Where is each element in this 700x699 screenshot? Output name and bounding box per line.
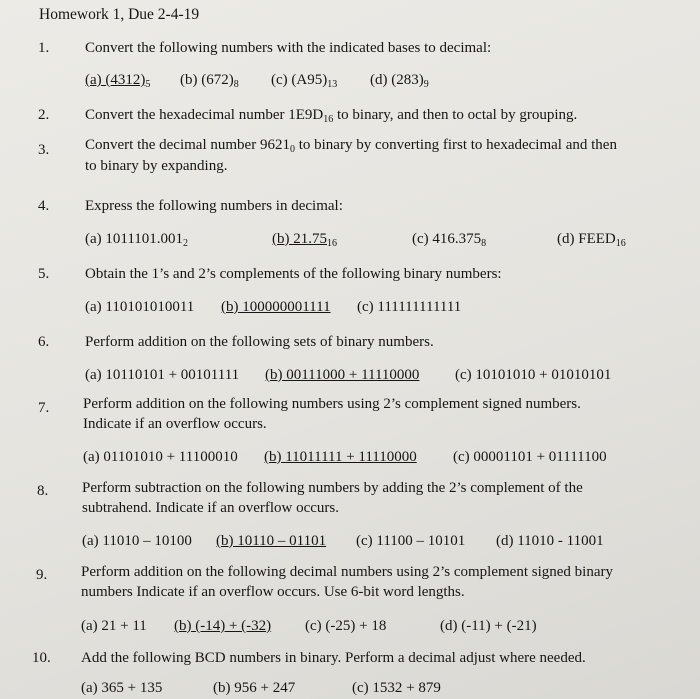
problem-9-text-2: numbers Indicate if an overflow occurs. Use 6-bit word lengths. xyxy=(81,584,465,600)
problem-4a-label: (a) 1011101.001 xyxy=(85,231,184,247)
problem-1-text: Convert the following numbers with the indicated bases to decimal: xyxy=(85,40,492,56)
problem-4c-base: 8 xyxy=(481,238,487,249)
problem-6a: (a) 10110101 + 00101111 xyxy=(85,367,240,383)
problem-2-base: 16 xyxy=(323,114,334,125)
problem-5a: (a) 110101010011 xyxy=(85,299,195,315)
problem-3-text-a: Convert the decimal number 9621 xyxy=(85,137,290,153)
problem-8c: (c) 11100 – 10101 xyxy=(356,533,466,549)
problem-10-text: Add the following BCD numbers in binary. Perform a decimal adjust where needed. xyxy=(81,650,586,666)
problem-8a: (a) 11010 – 10100 xyxy=(82,533,192,549)
problem-7-text-2: Indicate if an overflow occurs. xyxy=(83,416,267,432)
problem-3-number: 3. xyxy=(38,142,50,158)
problem-8d: (d) 11010 - 11001 xyxy=(496,533,604,549)
problem-5b: (b) 100000001111 xyxy=(221,299,331,315)
problem-9-number: 9. xyxy=(36,567,48,583)
problem-1a xyxy=(85,71,150,94)
problem-1d-base: 9 xyxy=(423,79,429,90)
problem-4c xyxy=(412,230,486,253)
problem-4a xyxy=(85,230,188,253)
problem-4d xyxy=(557,230,626,253)
problem-10b: (b) 956 + 247 xyxy=(213,680,296,696)
problem-8-text-2: subtrahend. Indicate if an overflow occurs. xyxy=(82,500,339,516)
problem-1b-label: (b) (672) xyxy=(180,72,234,88)
problem-4d-base: 16 xyxy=(615,238,626,249)
problem-1d xyxy=(370,71,429,94)
problem-3-text-1 xyxy=(85,136,617,159)
problem-9a: (a) 21 + 11 xyxy=(81,618,147,634)
problem-6b-label: (b) 00111000 + 11110000 xyxy=(265,367,420,383)
problem-1a-label: (a) (4312) xyxy=(85,72,146,88)
problem-2-text xyxy=(85,106,577,129)
problem-9b xyxy=(174,617,271,635)
problem-2-text-b: to binary, and then to octal by grouping. xyxy=(333,107,578,123)
page-title: Homework 1, Due 2-4-19 xyxy=(39,6,200,23)
problem-10c: (c) 1532 + 879 xyxy=(352,680,441,696)
problem-6c: (c) 10101010 + 01010101 xyxy=(455,367,612,383)
problem-2-number: 2. xyxy=(38,107,50,123)
problem-1b-base: 8 xyxy=(233,79,239,90)
problem-9-text-1: Perform addition on the following decimal numbers using 2’s complement signed binary xyxy=(81,564,613,580)
problem-1b xyxy=(180,71,239,94)
problem-7-number: 7. xyxy=(38,400,50,416)
problem-3-base: 0 xyxy=(289,144,295,155)
problem-6-text: Perform addition on the following sets of binary numbers. xyxy=(85,334,434,350)
problem-4c-label: (c) 416.375 xyxy=(412,231,482,247)
problem-1c-base: 13 xyxy=(327,79,338,90)
problem-2-text-a: Convert the hexadecimal number 1E9D xyxy=(85,107,324,123)
problem-7b-label: (b) 11011111 + 11110000 xyxy=(264,449,417,465)
problem-10a: (a) 365 + 135 xyxy=(81,680,163,696)
problem-1-number: 1. xyxy=(38,40,50,56)
problem-9d: (d) (-11) + (-21) xyxy=(440,618,537,634)
problem-6b xyxy=(265,366,419,384)
problem-4b xyxy=(272,230,337,253)
problem-7c: (c) 00001101 + 01111100 xyxy=(453,449,607,465)
problem-10-number: 10. xyxy=(32,650,51,666)
problem-9c: (c) (-25) + 18 xyxy=(305,618,387,634)
problem-7-text-1: Perform addition on the following numbers using 2’s complement signed numbers. xyxy=(83,396,581,412)
problem-4a-base: 2 xyxy=(183,238,189,249)
problem-1c xyxy=(271,71,337,94)
problem-4b-label: (b) 21.75 xyxy=(272,231,327,247)
problem-5c: (c) 111111111111 xyxy=(357,299,462,315)
problem-4d-label: (d) FEED xyxy=(557,231,616,247)
problem-6-number: 6. xyxy=(38,334,50,350)
problem-5-number: 5. xyxy=(38,266,50,282)
problem-7a: (a) 01101010 + 11100010 xyxy=(83,449,238,465)
problem-4b-base: 16 xyxy=(327,238,337,249)
problem-9b-label: (b) (-14) + (-32) xyxy=(174,618,272,634)
problem-1d-label: (d) (283) xyxy=(370,72,424,88)
problem-4-number: 4. xyxy=(38,198,50,214)
problem-3-text-2: to binary by expanding. xyxy=(85,158,228,174)
problem-8b xyxy=(216,532,326,550)
problem-8-number: 8. xyxy=(37,483,49,499)
problem-1a-base: 5 xyxy=(145,79,151,90)
problem-4-text: Express the following numbers in decimal: xyxy=(85,198,343,214)
problem-3-text-b: to binary by converting first to hexadecimal and then xyxy=(294,137,617,153)
problem-7b xyxy=(264,448,417,466)
problem-8-text-1: Perform subtraction on the following numbers by adding the 2’s complement of the xyxy=(82,480,583,496)
problem-5-text: Obtain the 1’s and 2’s complements of the following binary numbers: xyxy=(85,266,502,282)
problem-8b-label: (b) 10110 – 01101 xyxy=(216,533,327,549)
problem-1c-label: (c) (A95) xyxy=(271,72,328,88)
